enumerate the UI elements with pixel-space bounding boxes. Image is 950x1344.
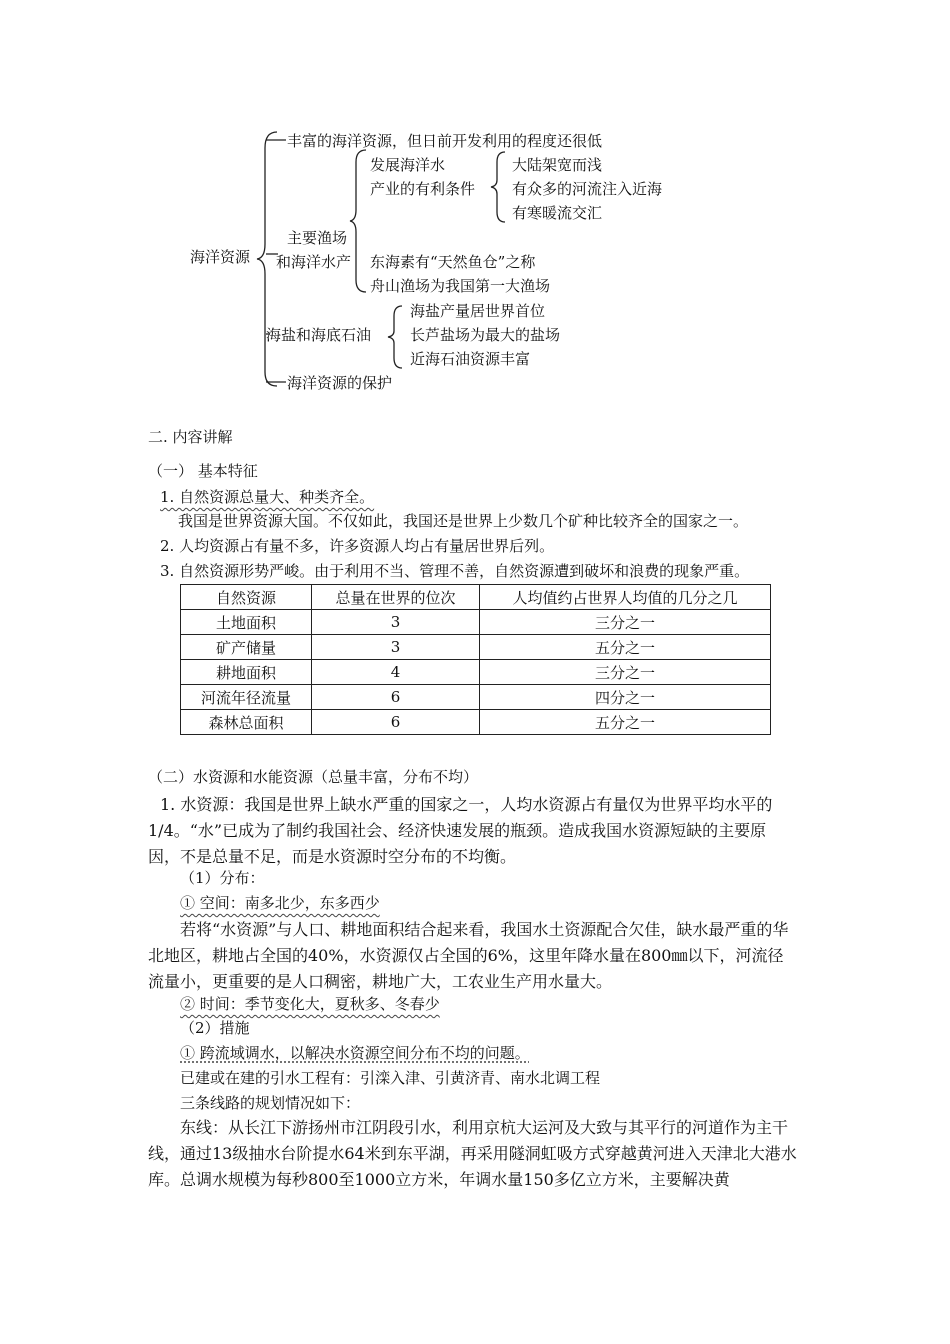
section2-title: 二. 内容讲解: [148, 428, 233, 446]
diagram-branch-rich: 丰富的海洋资源，但日前开发利用的程度还很低: [287, 132, 603, 150]
table-row: [181, 635, 771, 660]
diagram-fishery-fact-1: 东海素有“天然鱼仓”之称: [370, 253, 536, 271]
table-cell: 五分之一: [480, 635, 771, 660]
resource-table: [180, 584, 771, 735]
table-cell: 土地面积: [181, 610, 312, 635]
diagram-branch-fishery-1: 主要渔场: [287, 229, 348, 247]
table-header-row: [181, 585, 771, 610]
diagram-fishery-condition-2: 产业的有利条件: [370, 180, 476, 198]
table-cell: 4: [312, 660, 480, 685]
diagram-fishery-brace: [348, 148, 368, 294]
table-cell: 6: [312, 710, 480, 735]
table-cell: 四分之一: [480, 685, 771, 710]
table-row: [181, 710, 771, 735]
table-row: [181, 685, 771, 710]
diagram-salt-fact-3: 近海石油资源丰富: [410, 350, 531, 368]
diagram-fishery-fact-2: 舟山渔场为我国第一大渔场: [370, 277, 551, 295]
table-cell: 耕地面积: [181, 660, 312, 685]
part2-title: （二）水资源和水能资源（总量丰富，分布不均）: [148, 768, 479, 786]
part2-paragraph-2: 若将“水资源”与人口、耕地面积结合起来看，我国水土资源配合欠佳，缺水最严重的华北地区，耕地占全国的40%，水资源仅占全国的6%，这里年降水量在800㎜以下，河流径流量小，更重要的是人口稠密，耕地广大，工农业生产用水量大。: [148, 920, 789, 991]
diagram-condition-3: 有寒暖流交汇: [512, 204, 603, 222]
part2-plan: 三条线路的规划情况如下：: [180, 1094, 361, 1112]
diagram-branch-salt: 海盐和海底石油: [266, 326, 372, 344]
table-header: 总量在世界的位次: [312, 585, 480, 610]
table-cell: 6: [312, 685, 480, 710]
part2-measure-1: ① 跨流域调水，以解决水资源空间分布不均的问题。: [180, 1044, 530, 1062]
part1-title: （一） 基本特征: [148, 462, 258, 480]
part1-item1-text: 我国是世界资源大国。不仅如此，我国还是世界上少数几个矿种比较齐全的国家之一。: [178, 512, 749, 530]
diagram-condition-2: 有众多的河流注入近海: [512, 180, 663, 198]
table-cell: 五分之一: [480, 710, 771, 735]
part2-space: ① 空间：南多北少，东多西少: [180, 894, 380, 912]
table-row: [181, 610, 771, 635]
table-header: 自然资源: [181, 585, 312, 610]
diagram-salt-brace: [386, 304, 404, 370]
diagram-salt-fact-1: 海盐产量居世界首位: [410, 302, 546, 320]
table-header: 人均值约占世界人均值的几分之几: [480, 585, 771, 610]
part2-east-line: 东线：从长江下游扬州市江阴段引水，利用京杭大运河及大致与其平行的河道作为主干线，通过13级抽水台阶提水64米到东平湖，再采用隧洞虹吸方式穿越黄河进入天津北大港水库。总调水规模为每秒800至1000立方米，年调水量150多亿立方米，主要解决黄: [148, 1118, 797, 1189]
part2-built: 已建或在建的引水工程有：引滦入津、引黄济青、南水北调工程: [180, 1069, 601, 1087]
table-cell: 三分之一: [480, 660, 771, 685]
table-cell: 3: [312, 610, 480, 635]
part1-item1: 1. 自然资源总量大、种类齐全。: [160, 488, 375, 506]
diagram-conditions-brace: [489, 150, 507, 224]
part2-sub2: （2）措施: [180, 1019, 250, 1037]
table-cell: 森林总面积: [181, 710, 312, 735]
diagram-salt-fact-2: 长芦盐场为最大的盐场: [410, 326, 561, 344]
diagram-condition-1: 大陆架宽而浅: [512, 156, 603, 174]
table-row: [181, 660, 771, 685]
table-cell: 3: [312, 635, 480, 660]
diagram-branch-protect: 海洋资源的保护: [287, 374, 393, 392]
part1-item3: 3. 自然资源形势严峻。由于利用不当、管理不善，自然资源遭到破坏和浪费的现象严重。: [160, 562, 750, 580]
diagram-root: 海洋资源: [190, 248, 251, 266]
table-cell: 矿产储量: [181, 635, 312, 660]
table-cell: 三分之一: [480, 610, 771, 635]
table-cell: 河流年径流量: [181, 685, 312, 710]
diagram-branch-fishery-2: 和海洋水产: [276, 253, 352, 271]
part1-item2: 2. 人均资源占有量不多，许多资源人均占有量居世界后列。: [160, 537, 555, 555]
part2-paragraph-1: 1. 水资源：我国是世界上缺水严重的国家之一，人均水资源占有量仅为世界平均水平的1/4。“水”已成为了制约我国社会、经济快速发展的瓶颈。造成我国水资源短缺的主要原因，不是总量不足，而是水资源时空分布的不均衡。: [148, 795, 773, 866]
part2-time: ② 时间：季节变化大，夏秋多、冬春少: [180, 995, 440, 1013]
part2-sub1: （1）分布：: [180, 869, 265, 887]
diagram-fishery-condition-1: 发展海洋水: [370, 156, 446, 174]
